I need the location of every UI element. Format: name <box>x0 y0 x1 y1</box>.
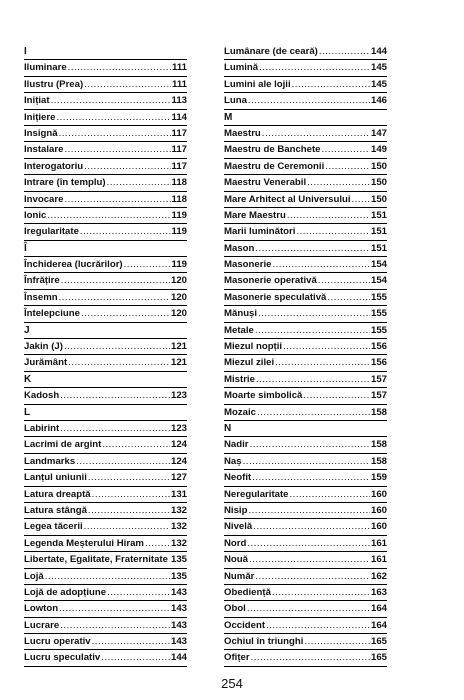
leader-dots <box>145 536 170 552</box>
entry-page-number: 161 <box>370 537 387 549</box>
leader-dots <box>304 634 370 650</box>
entry-term: Lucrare <box>24 619 60 631</box>
index-entry <box>224 306 387 322</box>
leader-dots <box>266 618 370 634</box>
entry-term: Insignă <box>24 127 58 139</box>
entry-page-number: 158 <box>370 455 387 467</box>
index-entry <box>224 44 387 60</box>
entry-term: Jakin (J) <box>24 341 63 353</box>
index-entry <box>24 634 187 650</box>
entry-page-number: 156 <box>370 341 387 353</box>
index-entry <box>224 290 387 306</box>
entry-page-number: 160 <box>370 488 387 500</box>
leader-dots <box>64 192 170 208</box>
entry-page-number: 118 <box>171 193 187 205</box>
entry-page-number: 161 <box>370 554 387 566</box>
index-entry <box>24 93 187 109</box>
index-entry <box>24 208 187 224</box>
index-entry <box>24 519 187 535</box>
index-entry <box>24 388 187 404</box>
leader-dots <box>255 323 370 339</box>
leader-dots <box>169 552 170 568</box>
index-entry <box>224 519 387 535</box>
index-letter-heading <box>24 44 187 60</box>
index-letter-heading <box>224 110 387 126</box>
entry-page-number: 147 <box>370 127 387 139</box>
entry-page-number: 119 <box>171 209 187 221</box>
entry-term: Labirint <box>24 422 60 434</box>
entry-page-number: 121 <box>170 357 187 369</box>
leader-dots <box>325 159 370 175</box>
entry-page-number: 145 <box>370 78 387 90</box>
entry-term: Latura dreaptă <box>24 488 91 500</box>
entry-term: Mare Maestru <box>224 209 286 221</box>
leader-dots <box>88 503 170 519</box>
entry-page-number: 111 <box>172 78 187 90</box>
entry-term: Mănuși <box>224 308 258 320</box>
index-entry <box>24 618 187 634</box>
entry-page-number: 154 <box>370 259 387 271</box>
leader-dots <box>258 306 370 322</box>
entry-term: Miezul zilei <box>224 357 275 369</box>
index-entry <box>224 634 387 650</box>
entry-page-number: 154 <box>370 275 387 287</box>
entry-page-number: 165 <box>370 636 387 648</box>
entry-page-number: 113 <box>171 95 187 107</box>
index-entry <box>24 650 187 666</box>
leader-dots <box>303 388 370 404</box>
entry-page-number: 155 <box>370 308 387 320</box>
entry-page-number: 118 <box>171 177 187 189</box>
index-entry <box>224 159 387 175</box>
entry-page-number: 124 <box>170 439 187 451</box>
leader-dots <box>81 306 170 322</box>
leader-dots <box>283 339 370 355</box>
entry-term: Mozaic <box>224 406 256 418</box>
entry-term: Moarte simbolică <box>224 390 303 402</box>
leader-dots <box>107 175 171 191</box>
entry-term: Mason <box>224 242 255 254</box>
entry-page-number: 163 <box>370 586 387 598</box>
index-entry <box>24 601 187 617</box>
index-entry <box>24 552 187 568</box>
entry-term: Înfrățire <box>24 275 60 287</box>
entry-page-number: 121 <box>170 341 187 353</box>
index-entry <box>224 142 387 158</box>
entry-page-number: 114 <box>171 111 187 123</box>
leader-dots <box>124 257 171 273</box>
entry-page-number: 158 <box>370 439 387 451</box>
leader-dots <box>101 650 170 666</box>
entry-page-number: 135 <box>170 570 187 582</box>
entry-page-number: 127 <box>170 472 187 484</box>
entry-page-number: 120 <box>170 308 187 320</box>
index-entry <box>24 159 187 175</box>
index-entry <box>24 77 187 93</box>
entry-term: Miezul nopții <box>224 341 283 353</box>
index-entry <box>24 421 187 437</box>
entry-page-number: 117 <box>171 144 187 156</box>
entry-page-number: 151 <box>370 226 387 238</box>
entry-term: Închiderea (lucrărilor) <box>24 259 123 271</box>
leader-dots <box>51 93 171 109</box>
entry-term: Lumini ale lojii <box>224 78 291 90</box>
entry-page-number: 117 <box>171 127 187 139</box>
entry-page-number: 164 <box>370 603 387 615</box>
entry-page-number: 160 <box>370 521 387 533</box>
index-entry <box>24 175 187 191</box>
entry-term: Legenda Meșterului Hiram <box>24 537 144 549</box>
leader-dots <box>102 437 170 453</box>
letter-label: J <box>24 324 30 336</box>
index-entry <box>224 93 387 109</box>
entry-page-number: 158 <box>370 406 387 418</box>
entry-term: Maestru Venerabil <box>224 177 307 189</box>
leader-dots <box>60 421 170 437</box>
entry-page-number: 111 <box>172 62 187 74</box>
entry-term: Luna <box>224 95 247 107</box>
letter-label: I <box>24 46 27 57</box>
leader-dots <box>107 585 170 601</box>
entry-page-number: 119 <box>171 259 187 271</box>
entry-term: Metale <box>224 324 254 336</box>
entry-term: Lucru speculativ <box>24 652 101 664</box>
index-entry <box>224 618 387 634</box>
leader-dots <box>252 470 370 486</box>
index-entry <box>224 454 387 470</box>
index-entry <box>224 437 387 453</box>
entry-page-number: 123 <box>170 390 187 402</box>
index-entry <box>224 273 387 289</box>
leader-dots <box>322 142 370 158</box>
leader-dots <box>248 93 370 109</box>
leader-dots <box>47 208 170 224</box>
entry-page-number: 145 <box>370 62 387 74</box>
leader-dots <box>255 569 370 585</box>
letter-label: Î <box>24 242 27 254</box>
entry-term: Neofit <box>224 472 252 484</box>
leader-dots <box>292 77 370 93</box>
entry-page-number: 162 <box>370 570 387 582</box>
entry-term: Jurământ <box>24 357 68 369</box>
leader-dots <box>251 650 370 666</box>
leader-dots <box>76 454 170 470</box>
entry-term: Libertate, Egalitate, Fraternitate <box>24 554 168 566</box>
leader-dots <box>275 355 370 371</box>
entry-term: Mare Arhitect al Universului <box>224 193 351 205</box>
index-entry <box>24 142 187 158</box>
entry-term: Număr <box>224 570 255 582</box>
entry-term: Naș <box>224 455 242 467</box>
index-entry <box>224 372 387 388</box>
index-entry <box>224 224 387 240</box>
index-entry <box>24 110 187 126</box>
leader-dots <box>64 142 170 158</box>
entry-page-number: 159 <box>370 472 387 484</box>
entry-term: Ofițer <box>224 652 250 664</box>
leader-dots <box>256 372 370 388</box>
entry-term: Lacrimi de argint <box>24 439 102 451</box>
leader-dots <box>80 224 171 240</box>
index-entry <box>224 323 387 339</box>
page-number: 254 <box>221 676 243 691</box>
index-entry <box>24 536 187 552</box>
index-entry <box>224 650 387 666</box>
entry-term: Nadir <box>224 439 249 451</box>
index-entry <box>224 126 387 142</box>
leader-dots <box>262 126 370 142</box>
entry-term: Lumină <box>224 62 259 74</box>
leader-dots <box>248 503 370 519</box>
index-entry <box>24 224 187 240</box>
entry-page-number: 151 <box>370 209 387 221</box>
index-entry <box>224 487 387 503</box>
entry-page-number: 155 <box>370 324 387 336</box>
leader-dots <box>249 552 370 568</box>
leader-dots <box>318 273 370 289</box>
entry-term: Nouă <box>224 554 248 566</box>
leader-dots <box>68 355 170 371</box>
entry-page-number: 150 <box>370 177 387 189</box>
letter-label: L <box>24 406 31 418</box>
entry-term: Iregularitate <box>24 226 79 238</box>
index-entry <box>224 585 387 601</box>
leader-dots <box>92 634 170 650</box>
index-entry <box>24 503 187 519</box>
entry-page-number: 150 <box>370 193 387 205</box>
entry-term: Lowton <box>24 603 59 615</box>
entry-term: Lojă <box>24 570 44 582</box>
index-entry <box>224 192 387 208</box>
index-letter-heading <box>24 405 187 421</box>
index-entry <box>224 470 387 486</box>
entry-term: Kadosh <box>24 390 60 402</box>
index-entry <box>24 257 187 273</box>
entry-term: Maestru <box>224 127 261 139</box>
leader-dots <box>247 601 370 617</box>
leader-dots <box>259 60 370 76</box>
entry-term: Lojă de adopțiune <box>24 586 107 598</box>
letter-label: M <box>224 111 233 123</box>
entry-term: Inițiere <box>24 111 56 123</box>
entry-term: Nivelă <box>224 521 253 533</box>
index-letter-heading <box>24 241 187 257</box>
index-entry <box>24 437 187 453</box>
entry-term: Occident <box>224 619 266 631</box>
entry-page-number: 132 <box>170 521 187 533</box>
entry-page-number: 165 <box>370 652 387 664</box>
leader-dots <box>272 585 370 601</box>
leader-dots <box>287 208 370 224</box>
index-entry <box>224 208 387 224</box>
entry-term: Iluminare <box>24 62 67 74</box>
entry-page-number: 151 <box>370 242 387 254</box>
index-entry <box>24 273 187 289</box>
entry-page-number: 143 <box>170 586 187 598</box>
index-entry <box>24 60 187 76</box>
entry-page-number: 132 <box>170 537 187 549</box>
entry-term: Marii luminători <box>224 226 296 238</box>
entry-page-number: 144 <box>170 652 187 664</box>
index-entry <box>24 454 187 470</box>
leader-dots <box>319 44 370 60</box>
leader-dots <box>257 405 370 421</box>
leader-dots <box>327 290 370 306</box>
leader-dots <box>56 110 170 126</box>
entry-term: Intrare (în templu) <box>24 177 106 189</box>
entry-term: Masonerie <box>224 259 272 271</box>
index-entry <box>24 126 187 142</box>
index-entry <box>224 388 387 404</box>
entry-page-number: 135 <box>170 554 187 566</box>
entry-page-number: 149 <box>370 144 387 156</box>
index-column-left <box>24 44 187 667</box>
entry-term: Inițiat <box>24 95 50 107</box>
leader-dots <box>247 536 370 552</box>
leader-dots <box>59 290 170 306</box>
leader-dots <box>250 437 370 453</box>
entry-term: Interogatoriu <box>24 160 84 172</box>
leader-dots <box>59 601 170 617</box>
index-letter-heading <box>24 323 187 339</box>
letter-label: N <box>224 422 232 434</box>
entry-page-number: 144 <box>370 46 387 57</box>
entry-page-number: 132 <box>170 504 187 516</box>
entry-page-number: 120 <box>170 275 187 287</box>
index-entry <box>24 470 187 486</box>
index-entry <box>224 241 387 257</box>
index-entry <box>224 355 387 371</box>
entry-term: Landmarks <box>24 455 76 467</box>
entry-term: Însemn <box>24 291 58 303</box>
leader-dots <box>68 60 171 76</box>
entry-page-number: 157 <box>370 373 387 385</box>
leader-dots <box>253 519 370 535</box>
index-entry <box>224 175 387 191</box>
entry-term: Nisip <box>224 504 248 516</box>
leader-dots <box>61 273 170 289</box>
entry-page-number: 143 <box>170 619 187 631</box>
entry-term: Întelepciune <box>24 308 80 320</box>
index-letter-heading <box>24 372 187 388</box>
index-entry <box>224 536 387 552</box>
entry-term: Masonerie operativă <box>224 275 317 287</box>
entry-page-number: 164 <box>370 619 387 631</box>
index-entry <box>224 77 387 93</box>
entry-term: Mistrie <box>224 373 255 385</box>
leader-dots <box>290 487 370 503</box>
entry-page-number: 157 <box>370 390 387 402</box>
leader-dots <box>243 454 370 470</box>
leader-dots <box>84 519 170 535</box>
entry-page-number: 150 <box>370 160 387 172</box>
entry-page-number: 120 <box>170 291 187 303</box>
entry-term: Ionic <box>24 209 47 221</box>
entry-page-number: 156 <box>370 357 387 369</box>
entry-term: Ilustru (Prea) <box>24 78 84 90</box>
entry-term: Lanțul uniunii <box>24 472 87 484</box>
entry-page-number: 143 <box>170 636 187 648</box>
entry-page-number: 160 <box>370 504 387 516</box>
leader-dots <box>45 569 170 585</box>
entry-page-number: 146 <box>370 95 387 107</box>
entry-term: Invocare <box>24 193 64 205</box>
entry-term: Neregularitate <box>224 488 289 500</box>
entry-term: Obol <box>224 603 246 615</box>
leader-dots <box>64 339 170 355</box>
entry-page-number: 124 <box>170 455 187 467</box>
entry-page-number: 117 <box>171 160 187 172</box>
entry-term: Instalare <box>24 144 64 156</box>
index-entry <box>24 306 187 322</box>
entry-term: Maestru de Banchete <box>224 144 321 156</box>
entry-term: Lucru operativ <box>24 636 91 648</box>
entry-term: Ochiul în triunghi <box>224 636 304 648</box>
index-entry <box>24 339 187 355</box>
index-entry <box>24 569 187 585</box>
leader-dots <box>60 618 170 634</box>
index-entry <box>224 339 387 355</box>
entry-term: Lumânare (de ceară) <box>224 46 318 57</box>
index-entry <box>224 503 387 519</box>
index-entry <box>224 569 387 585</box>
index-entry <box>24 192 187 208</box>
index-entry <box>24 290 187 306</box>
leader-dots <box>60 388 170 404</box>
index-entry <box>224 60 387 76</box>
index-entry <box>24 585 187 601</box>
entry-term: Obediență <box>224 586 271 598</box>
entry-term: Legea tăcerii <box>24 521 83 533</box>
index-entry <box>224 257 387 273</box>
leader-dots <box>296 224 370 240</box>
leader-dots <box>255 241 370 257</box>
entry-page-number: 119 <box>171 226 187 238</box>
leader-dots <box>352 192 370 208</box>
entry-page-number: 143 <box>170 603 187 615</box>
index-entry <box>224 405 387 421</box>
leader-dots <box>84 77 171 93</box>
index-entry <box>224 601 387 617</box>
entry-page-number: 131 <box>170 488 187 500</box>
index-letter-heading <box>224 421 387 437</box>
index-entry <box>24 355 187 371</box>
entry-term: Latura stângă <box>24 504 87 516</box>
entry-page-number: 155 <box>370 291 387 303</box>
leader-dots <box>272 257 370 273</box>
entry-page-number: 123 <box>170 422 187 434</box>
leader-dots <box>307 175 370 191</box>
entry-term: Maestru de Ceremonii <box>224 160 325 172</box>
leader-dots <box>88 470 170 486</box>
entry-term: Masonerie speculativă <box>224 291 327 303</box>
index-column-right <box>224 44 387 667</box>
index-entry <box>224 552 387 568</box>
leader-dots <box>84 159 170 175</box>
leader-dots <box>92 487 170 503</box>
leader-dots <box>59 126 171 142</box>
entry-term: Nord <box>224 537 247 549</box>
index-entry <box>24 487 187 503</box>
letter-label: K <box>24 373 32 385</box>
